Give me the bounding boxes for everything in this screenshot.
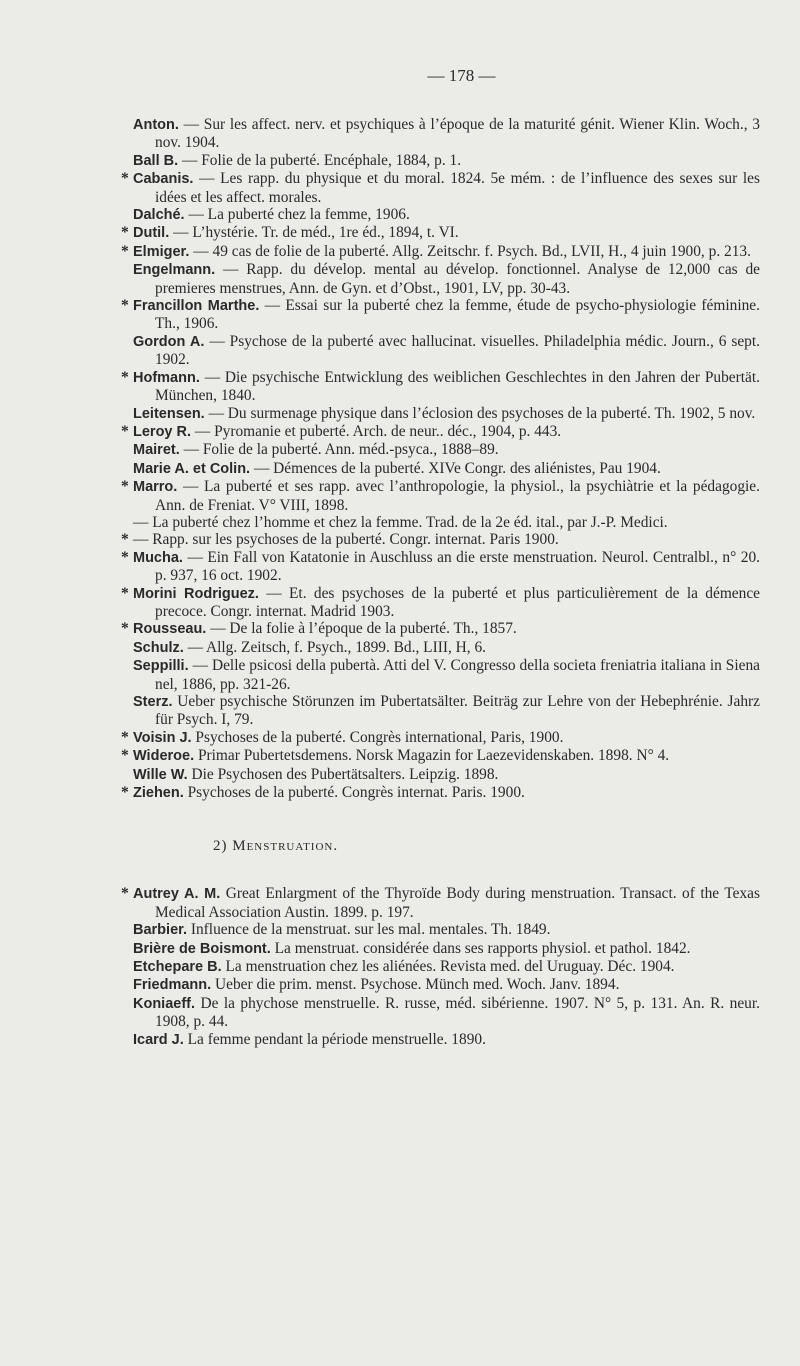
- bibliography-entry: [121, 422, 760, 441]
- page-number: — 178 —: [427, 66, 496, 85]
- entry-text: — De la folie à l’époque de la puberté. Th., 1857.: [206, 620, 517, 638]
- entry-author: Barbier.: [133, 922, 187, 939]
- entry-text: — Démences de la puberté. XIVe Congr. des aliénistes, Pau 1904.: [250, 459, 661, 477]
- bibliography-entry: [133, 1031, 760, 1049]
- asterisk-marker: *: [121, 548, 129, 566]
- entry-author: Koniaeff.: [133, 995, 196, 1012]
- entry-author: Ball B.: [133, 152, 179, 169]
- entry-author: Cabanis.: [133, 171, 194, 188]
- entry-text: — La puberté chez l’homme et chez la femme. Trad. de la 2e éd. ital., par J.-P. Medici.: [133, 513, 668, 531]
- entry-text: La menstruat. considérée dans ses rapports physiol. et pathol. 1842.: [270, 939, 691, 957]
- bibliography-entry: [133, 206, 760, 224]
- bibliography-entry: [133, 995, 760, 1031]
- asterisk-marker: *: [121, 422, 129, 440]
- entry-text: Psychoses de la puberté. Congrès internat. Paris. 1900.: [183, 784, 525, 802]
- entry-text: — 49 cas de folie de la puberté. Allg. Zeitschr. f. Psych. Bd., LVII, H., 4 juin 1900, p. 213.: [189, 242, 751, 260]
- asterisk-marker: *: [121, 531, 129, 549]
- bibliography-entry: [133, 514, 760, 531]
- asterisk-marker: *: [121, 368, 129, 386]
- entry-text: — Et. des psychoses de la puberté et plus particulièrement de la démence precoce. Congr. internat. Madrid 1903.: [155, 584, 760, 620]
- asterisk-marker: *: [121, 747, 129, 765]
- entry-author: Morini Rodriguez.: [133, 585, 259, 602]
- entry-text: Influence de la menstruat. sur les mal. mentales. Th. 1849.: [187, 921, 551, 939]
- entry-author: Engelmann.: [133, 262, 216, 279]
- entry-text: — L’hystérie. Tr. de méd., 1re éd., 1894, t. VI.: [169, 224, 459, 242]
- entry-author: Icard J.: [133, 1031, 184, 1048]
- entry-text: — Die psychische Entwicklung des weiblichen Geschlechtes in den Jahren der Pubertät. München, 1840.: [155, 368, 760, 405]
- entry-author: Rousseau.: [133, 621, 207, 638]
- entry-author: Marie A. et Colin.: [133, 460, 251, 477]
- entry-author: Brière de Boismont.: [133, 940, 271, 957]
- bibliography-entry: [133, 441, 760, 459]
- bibliography-entry: [121, 478, 760, 514]
- bibliography-list-puberty: [121, 116, 760, 802]
- bibliography-entry: [121, 620, 760, 638]
- entry-author: Voisin J.: [133, 729, 192, 746]
- entry-text: — Essai sur la puberté chez la femme, étude de psycho-physiologie féminine. Th., 1906.: [155, 297, 760, 333]
- bibliography-entry: [133, 693, 760, 729]
- asterisk-marker: *: [121, 478, 129, 496]
- bibliography-entry: [133, 940, 760, 958]
- bibliography-list-menstruation: [121, 885, 760, 1049]
- entry-author: Marro.: [133, 479, 178, 496]
- bibliography-entry: [121, 224, 760, 242]
- bibliography-entry: [121, 584, 760, 621]
- bibliography-entry: [133, 152, 760, 170]
- asterisk-marker: *: [121, 170, 129, 188]
- entry-text: — Rapp. du dévelop. mental au dévelop. fonctionnel. Analyse de 12,000 cas de premieres menstrues, Ann. de Gyn. et d’Obst., 1901, LV, pp. 30-43.: [155, 261, 760, 297]
- bibliography-entry: [121, 170, 760, 206]
- entry-text: — La puberté chez la femme, 1906.: [184, 206, 410, 224]
- entry-author: Sterz.: [133, 694, 173, 710]
- bibliography-entry: [133, 639, 760, 657]
- bibliography-entry: [133, 333, 760, 369]
- asterisk-marker: *: [121, 620, 129, 638]
- bibliography-entry: [133, 921, 760, 939]
- entry-text: La femme pendant la période menstruelle. 1890.: [183, 1030, 486, 1048]
- entry-author: Leroy R.: [133, 423, 192, 440]
- entry-author: Francillon Marthe.: [133, 298, 260, 315]
- section-title-menstruation: 2) Menstruation.: [213, 838, 339, 855]
- entry-text: Psychoses de la puberté. Congrès international, Paris, 1900.: [191, 728, 564, 746]
- bibliography-entry: [133, 766, 760, 784]
- entry-text: — Rapp. sur les psychoses de la puberté. Congr. internat. Paris 1900.: [133, 531, 559, 549]
- asterisk-marker: *: [121, 784, 129, 802]
- entry-text: Ueber psychische Störunzen im Pubertatsälter. Beiträg zur Lehre von der Hebephrénie. Jahrz für Psych. I, 79.: [155, 693, 760, 729]
- asterisk-marker: *: [121, 728, 129, 746]
- entry-author: Seppilli.: [133, 658, 189, 675]
- entry-author: Hofmann.: [133, 369, 200, 386]
- entry-author: Gordon A.: [133, 333, 205, 350]
- entry-author: Mairet.: [133, 442, 180, 459]
- entry-text: La menstruation chez les aliénées. Revista med. del Uruguay. Déc. 1904.: [221, 958, 675, 976]
- entry-text: Die Psychosen des Pubertätsalters. Leipzig. 1898.: [187, 765, 499, 783]
- bibliography-entry: [121, 747, 760, 765]
- entry-author: Autrey A. M.: [133, 886, 221, 903]
- entry-author: Leitensen.: [133, 405, 205, 422]
- entry-author: Anton.: [133, 117, 179, 133]
- bibliography-entry: [133, 405, 760, 423]
- bibliography-entry: [121, 784, 760, 802]
- asterisk-marker: *: [121, 242, 129, 260]
- entry-author: Mucha.: [133, 549, 183, 566]
- bibliography-entry: [121, 548, 760, 585]
- asterisk-marker: *: [121, 297, 129, 315]
- bibliography-entry: [121, 297, 760, 333]
- bibliography-entry: [121, 728, 760, 747]
- entry-text: — La puberté et ses rapp. avec l’anthropologie, la physiol., la psychiàtrie et la pédagogie. Ann. de Freniat. V° VIII, 1898.: [155, 478, 760, 514]
- entry-text: — Du surmenage physique dans l’éclosion des psychoses de la puberté. Th. 1902, 5 nov.: [204, 404, 756, 422]
- entry-author: Schulz.: [133, 639, 184, 656]
- entry-text: — Psychose de la puberté avec hallucinat. visuelles. Philadelphia médic. Journ., 6 sept. 1902.: [155, 332, 760, 369]
- entry-author: Wille W.: [133, 766, 188, 783]
- entry-text: — Folie de la puberté. Ann. méd.-psyca., 1888–89.: [179, 441, 499, 459]
- entry-text: Ueber die prim. menst. Psychose. Münch med. Woch. Janv. 1894.: [211, 976, 620, 994]
- bibliography-entry: [121, 242, 760, 261]
- bibliography-entry: [133, 657, 760, 693]
- entry-author: Friedmann.: [133, 977, 212, 994]
- bibliography-entry: [133, 958, 760, 976]
- bibliography-entry: [121, 531, 760, 549]
- entry-author: Dalché.: [133, 207, 185, 224]
- bibliography-entry: [121, 885, 760, 921]
- entry-text: — Les rapp. du physique et du moral. 1824. 5e mém. : de l’influence des sexes sur les idées et les affect. morales.: [155, 170, 760, 206]
- asterisk-marker: *: [121, 885, 129, 903]
- entry-author: Etchepare B.: [133, 959, 222, 976]
- entry-text: — Folie de la puberté. Encéphale, 1884, p. 1.: [178, 151, 462, 169]
- bibliography-entry: [121, 368, 760, 405]
- asterisk-marker: *: [121, 224, 129, 242]
- entry-text: Primar Pubertetsdemens. Norsk Magazin for Laezevidenskaben. 1898. N° 4.: [194, 747, 670, 765]
- entry-text: Great Enlargment of the Thyroïde Body during menstruation. Transact. of the Texas Medical Association Austin. 1899. p. 197.: [155, 885, 760, 921]
- entry-author: Dutil.: [133, 225, 170, 242]
- asterisk-marker: *: [121, 584, 129, 602]
- entry-text: — Sur les affect. nerv. et psychiques à l’époque de la maturité génit. Wiener Klin. Woch., 3 nov. 1904.: [155, 116, 760, 152]
- entry-text: — Pyromanie et puberté. Arch. de neur.. déc., 1904, p. 443.: [191, 422, 562, 440]
- entry-text: — Ein Fall von Katatonie in Auschluss an die erste menstruation. Neurol. Centralbl., n° 20. p. 937, 16 oct. 1902.: [155, 548, 760, 585]
- entry-author: Elmiger.: [133, 243, 190, 260]
- entry-text: De la phychose menstruelle. R. russe, méd. sibérienne. 1907. N° 5, p. 131. An. R. neur. 1908, p. 44.: [155, 994, 760, 1031]
- entry-author: Ziehen.: [133, 785, 184, 802]
- entry-author: Wideroe.: [133, 748, 195, 765]
- entry-text: — Delle psicosi della pubertà. Atti del V. Congresso della societa freniatria italiana in Siena nel, 1886, pp. 321-26.: [155, 657, 760, 693]
- entry-text: — Allg. Zeitsch, f. Psych., 1899. Bd., LIII, H, 6.: [183, 638, 486, 656]
- bibliography-entry: [133, 460, 760, 478]
- bibliography-entry: [133, 261, 760, 297]
- bibliography-entry: [133, 116, 760, 152]
- bibliography-entry: [133, 976, 760, 994]
